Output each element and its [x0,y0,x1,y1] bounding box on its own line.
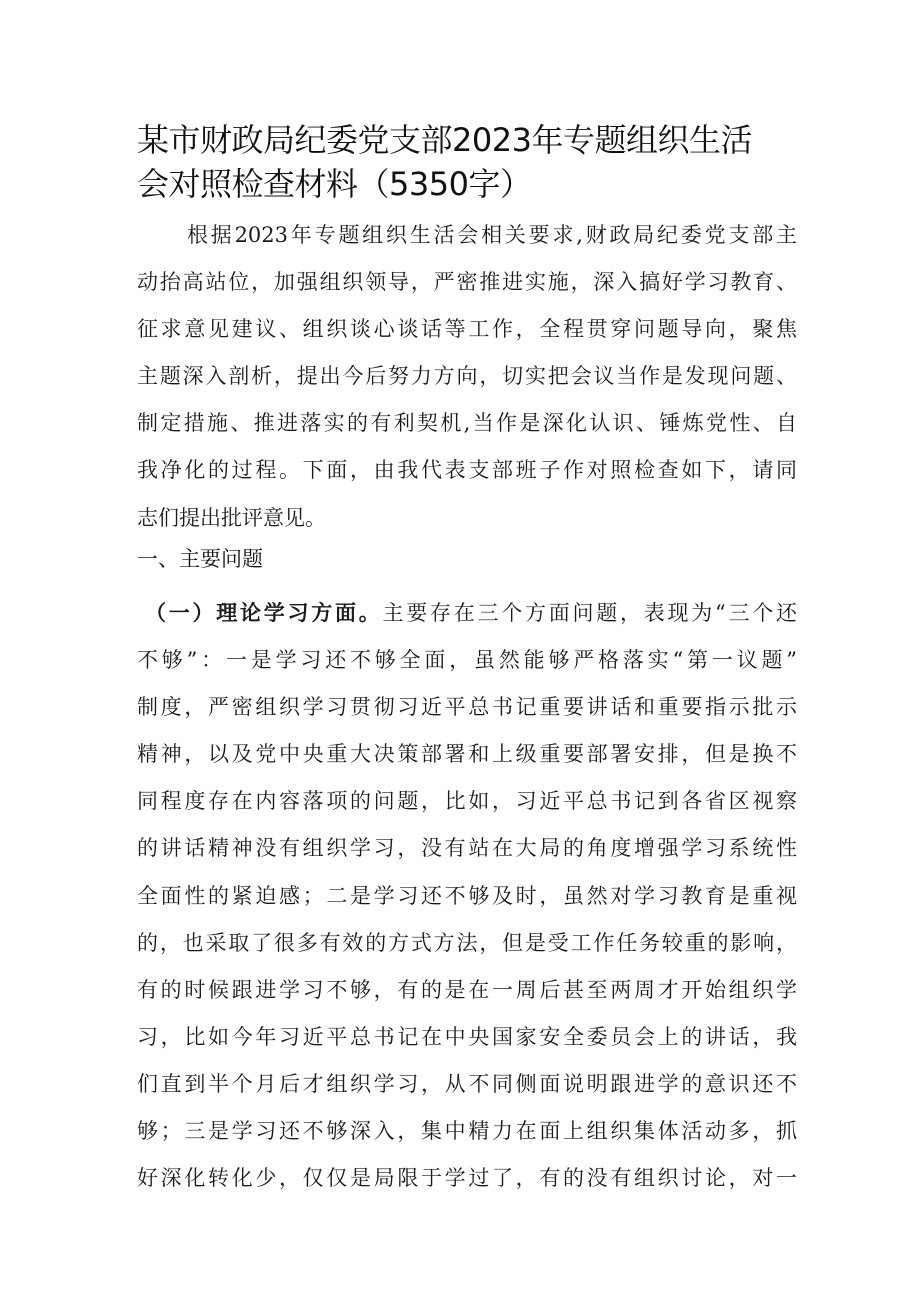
theory-study-line: 全面性的紧迫感；二是学习还不够及时，虽然对学习教育是重视 [137,883,797,908]
intro-line: 动抬高站位，加强组织领导，严密推进实施，深入搞好学习教育、 [137,270,797,295]
theory-study-line: 的讲话精神没有组织学习，没有站在大局的角度增强学习系统性 [137,836,797,861]
theory-study-line: 不够”：一是学习还不够全面，虽然能够严格落实“第一议题” [137,648,797,673]
intro-line: 我净化的过程。下面，由我代表支部班子作对照检查如下，请同 [137,458,797,483]
intro-paragraph [137,212,797,542]
intro-line: 志们提出批评意见。 [137,505,326,530]
subsection-first-line-text: 主要存在三个方面问题，表现为“三个还 [382,601,798,625]
theory-study-line: 制度，严密组织学习贯彻习近平总书记重要讲话和重要指示批示 [137,695,797,720]
theory-study-line: 的，也采取了很多有效的方式方法，但是受工作任务较重的影响， [137,930,797,955]
section-heading: 一、主要问题 [137,547,263,571]
theory-study-line: 好深化转化少，仅仅是局限于学过了，有的没有组织讨论，对一 [137,1166,797,1191]
title-line-1: 某市财政局纪委党支部2023年专题组织生活 [137,121,752,159]
theory-study-first-line [137,589,797,637]
theory-study-line: 精神，以及党中央重大决策部署和上级重要部署安排，但是换不 [137,742,797,767]
theory-study-paragraph [137,589,797,1202]
theory-study-line: 够；三是学习还不够深入，集中精力在面上组织集体活动多，抓 [137,1119,797,1144]
document-title [137,118,797,206]
intro-line: 制定措施、推进落实的有利契机,当作是深化认识、锤炼党性、自 [137,411,797,436]
theory-study-line: 同程度存在内容落项的问题，比如，习近平总书记到各省区视察 [137,789,797,814]
theory-study-line: 们直到半个月后才组织学习，从不同侧面说明跟进学的意识还不 [137,1071,797,1096]
intro-line: 主题深入剖析，提出今后努力方向，切实把会议当作是发现问题、 [137,364,797,389]
subsection-heading: （一）理论学习方面。 [145,600,383,625]
intro-line: 征求意见建议、组织谈心谈话等工作，全程贯穿问题导向，聚焦 [137,317,797,342]
theory-study-line: 习，比如今年习近平总书记在中央国家安全委员会上的讲话，我 [137,1024,797,1049]
theory-study-line: 有的时候跟进学习不够，有的是在一周后甚至两周才开始组织学 [137,977,797,1002]
title-line-2: 会对照检查材料（5350字） [137,165,532,203]
intro-line: 根据2023年专题组织生活会相关要求,财政局纪委党支部主 [187,223,797,247]
